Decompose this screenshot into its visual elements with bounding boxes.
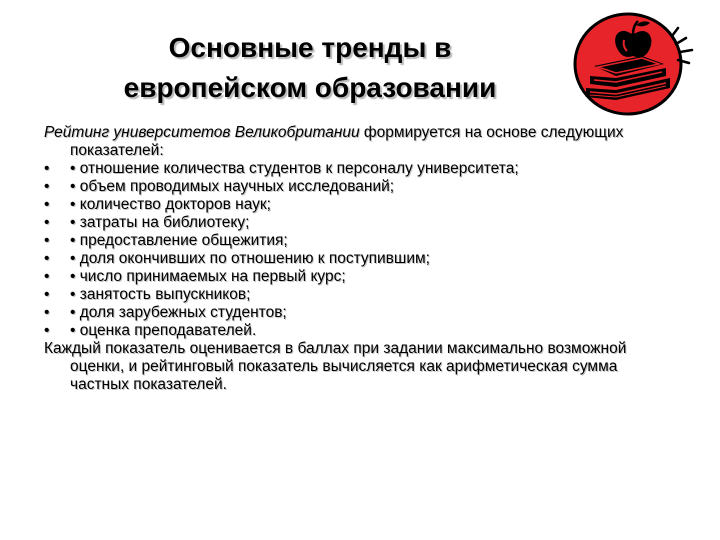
bullet-icon: • xyxy=(44,232,50,249)
list-item xyxy=(44,178,674,196)
title-line-1: Основные тренды в xyxy=(168,32,452,63)
books-and-apple-icon xyxy=(572,10,694,116)
list-item xyxy=(44,160,674,178)
slide-body xyxy=(44,124,674,394)
list-item-text: • отношение количества студентов к персоналу университета; xyxy=(70,160,519,177)
list-item-text: • число принимаемых на первый курс; xyxy=(70,268,346,285)
list-item xyxy=(44,286,674,304)
intro-lead: Рейтинг университетов Великобритании xyxy=(44,124,360,141)
list-item xyxy=(44,250,674,268)
list-item-text: • объем проводимых научных исследований; xyxy=(70,178,395,195)
list-item-text: • занятость выпускников; xyxy=(70,286,251,303)
bullet-icon: • xyxy=(44,286,50,303)
list-item-text: • доля окончивших по отношению к поступившим; xyxy=(70,250,430,267)
list-item-text: • оценка преподавателей. xyxy=(70,322,257,339)
bullet-icon: • xyxy=(44,322,50,339)
bullet-icon: • xyxy=(44,304,50,321)
indicator-list xyxy=(44,160,674,340)
list-item-text: • затраты на библиотеку; xyxy=(70,214,250,231)
list-item-text: • предоставление общежития; xyxy=(70,232,288,249)
intro-paragraph xyxy=(44,124,674,160)
list-item xyxy=(44,304,674,322)
title-line-2: европейском образовании xyxy=(123,72,497,103)
bullet-icon: • xyxy=(44,178,50,195)
slide-title xyxy=(40,28,580,108)
bullet-icon: • xyxy=(44,214,50,231)
list-item-text: • количество докторов наук; xyxy=(70,196,271,213)
bullet-icon: • xyxy=(44,268,50,285)
bullet-icon: • xyxy=(44,160,50,177)
bullet-icon: • xyxy=(44,250,50,267)
list-item xyxy=(44,214,674,232)
list-item xyxy=(44,268,674,286)
conclusion-paragraph: Каждый показатель оценивается в баллах при задании максимально возможной оценки, и рейтинговый показатель вычисляется как арифметическая сумма частных показателей. xyxy=(44,340,627,393)
list-item xyxy=(44,232,674,250)
bullet-icon: • xyxy=(44,196,50,213)
list-item xyxy=(44,322,674,340)
list-item-text: • доля зарубежных студентов; xyxy=(70,304,287,321)
intro-rest: формируется на основе следующих показателей: xyxy=(70,124,624,159)
list-item xyxy=(44,196,674,214)
